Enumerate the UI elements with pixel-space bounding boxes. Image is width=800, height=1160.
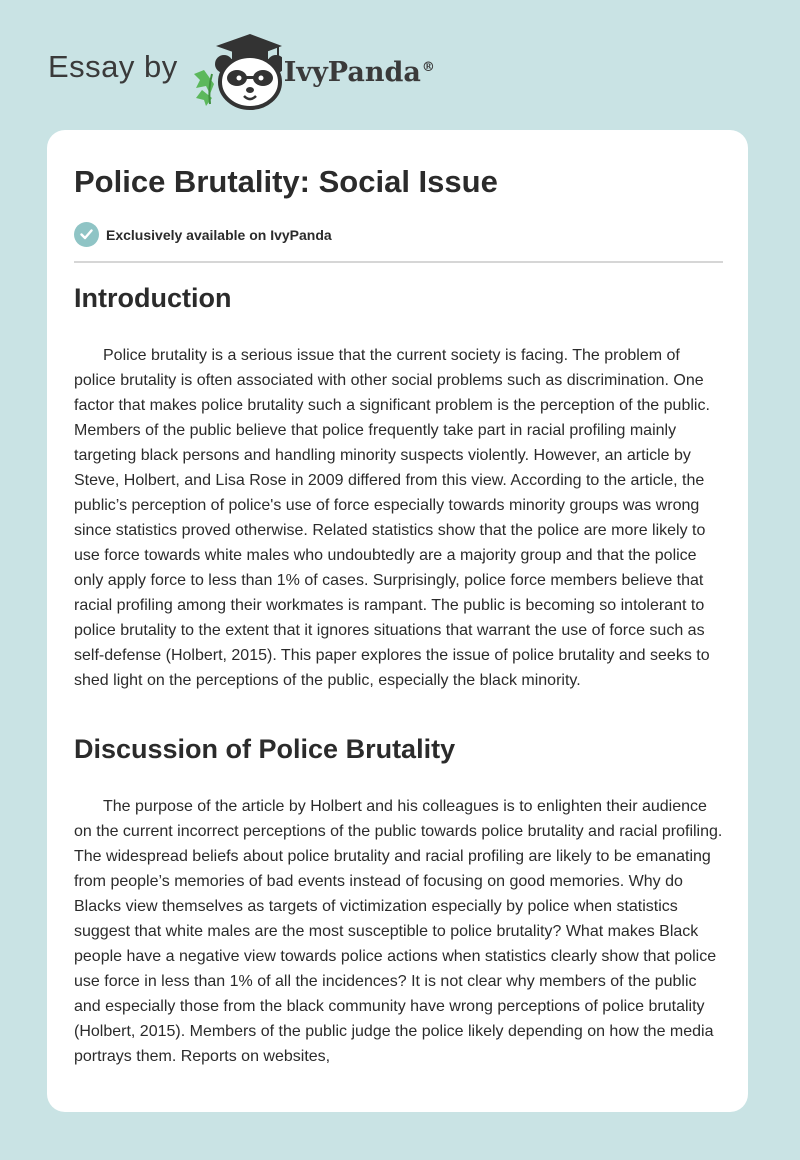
section-heading-introduction: Introduction <box>74 283 232 313</box>
exclusive-label: Exclusively available on IvyPanda <box>106 226 332 243</box>
site-brand[interactable] <box>48 30 435 110</box>
brand-prefix: Essay by <box>48 49 178 84</box>
divider <box>74 261 723 263</box>
brand-name: IvyPanda® <box>283 56 435 88</box>
essay-card <box>47 130 748 1112</box>
exclusive-notice <box>74 222 332 247</box>
panda-logo-icon <box>190 30 282 110</box>
section-heading-discussion: Discussion of Police Brutality <box>74 734 456 764</box>
section-paragraph-discussion: The purpose of the article by Holbert and his colleagues is to enlighten their audience on the current incorrect perceptions of the public towards police brutality and racial profiling. The widespread beliefs about police brutality and racial profiling are likely to be emanating from people’s memories of bad events instead of focusing on good memories. Why do Blacks view themselves as targets of victimization especially by police when statistics suggest that white males are the most susceptible to police brutality? What makes Black people have a negative view towards police actions when statistics clearly show that police use force in less than 1% of all the incidences? It is not clear why members of the public and especially those from the black community have wrong perceptions of police brutality (Holbert, 2015). Members of the public judge the police likely depending on how the media portrays them. Reports on websites, <box>74 798 723 1065</box>
page-title: Police Brutality: Social Issue <box>74 164 498 199</box>
checkmark-icon <box>74 222 99 247</box>
section-paragraph-introduction: Police brutality is a serious issue that the current society is facing. The problem of police brutality is often associated with other social problems such as discrimination. One factor that makes police brutality such a significant problem is the perception of the public. Members of the public believe that police frequently take part in racial profiling mainly targeting black persons and handling minority suspects violently. However, an article by Steve, Holbert, and Lisa Rose in 2009 differed from this view. According to the article, the public’s perception of police's use of force especially towards minority groups was wrong since statistics proved otherwise. Related statistics show that the police are more likely to use force towards white males who undoubtedly are a majority group and that the police only apply force to less than 1% of cases. Surprisingly, police force members believe that racial profiling among their workmates is rampant. The public is becoming so intolerant to police brutality to the extent that it ignores situations that warrant the use of force such as self-defense (Holbert, 2015). This paper explores the issue of police brutality and seeks to shed light on the perceptions of the public, especially the black minority. <box>74 347 710 689</box>
